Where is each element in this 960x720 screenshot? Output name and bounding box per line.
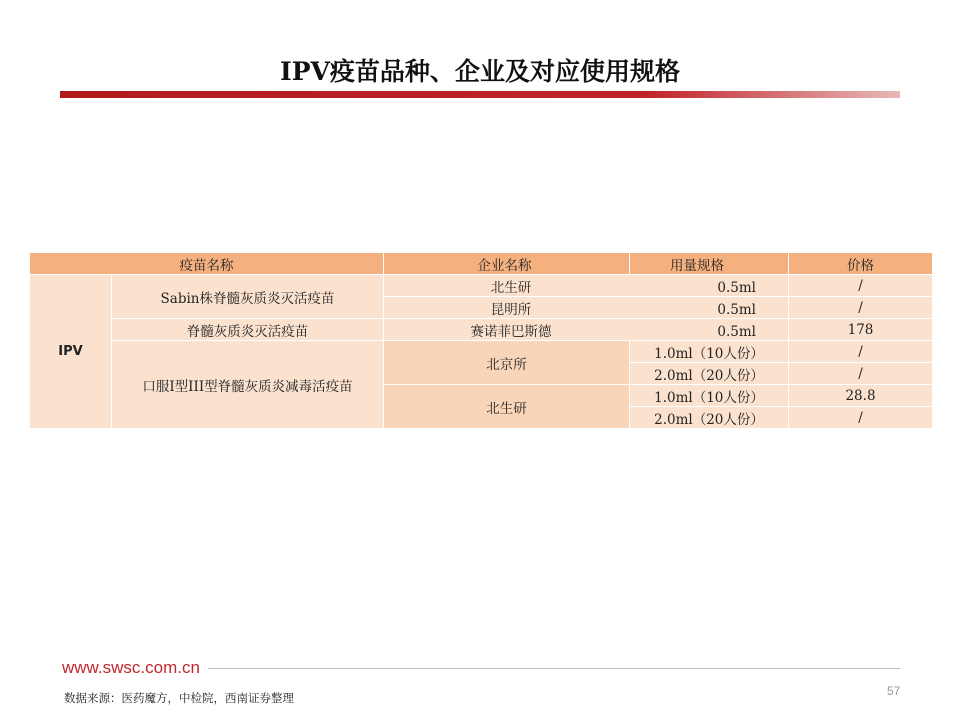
company-cell: 北京所: [384, 341, 630, 385]
footer-website-link[interactable]: www.swsc.com.cn: [62, 658, 200, 677]
table-row: [30, 319, 933, 341]
vaccine-name-cell: Sabin株脊髓灰质炎灭活疫苗: [112, 275, 384, 319]
header-price: 价格: [789, 253, 933, 275]
price-cell: /: [789, 297, 933, 319]
header-vaccine-name: 疫苗名称: [30, 253, 384, 275]
price-cell: /: [789, 341, 933, 363]
table-row: [30, 275, 933, 297]
price-cell: /: [789, 407, 933, 429]
spec-cell: 2.0ml（20人份）: [630, 363, 789, 385]
price-cell: 178: [789, 319, 933, 341]
data-source-note: 数据来源：医药魔方，中检院，西南证券整理: [64, 691, 294, 705]
slide-title: IPV疫苗品种、企业及对应使用规格: [280, 57, 680, 86]
company-label: 北生研: [490, 279, 532, 296]
table-header-row: [30, 253, 933, 275]
vaccine-name-cell: 脊髓灰质炎灭活疫苗: [112, 319, 384, 341]
vaccine-spec-table: [29, 252, 933, 429]
price-cell: 28.8: [789, 385, 933, 407]
header-spec: 用量规格: [630, 253, 789, 275]
company-label: 昆明所: [490, 301, 532, 318]
spec-label: 0.5ml: [717, 301, 756, 318]
company-spec-cell: [384, 319, 789, 341]
company-spec-cell: [384, 297, 789, 319]
company-spec-cell: [384, 275, 789, 297]
spec-label: 0.5ml: [717, 279, 756, 296]
price-cell: /: [789, 275, 933, 297]
price-cell: /: [789, 363, 933, 385]
spec-cell: 1.0ml（10人份）: [630, 385, 789, 407]
header-company: 企业名称: [384, 253, 630, 275]
company-label: 赛诺菲巴斯德: [470, 323, 552, 340]
company-cell: 北生研: [384, 385, 630, 429]
page-number: 57: [887, 684, 901, 698]
spec-label: 0.5ml: [717, 323, 756, 340]
category-cell: IPV: [30, 275, 112, 429]
title-divider-bar: [60, 91, 900, 98]
footer-divider: [208, 668, 900, 669]
table-row: [30, 341, 933, 363]
spec-cell: 1.0ml（10人份）: [630, 341, 789, 363]
vaccine-name-cell: 口服I型III型脊髓灰质炎减毒活疫苗: [112, 341, 384, 429]
spec-cell: 2.0ml（20人份）: [630, 407, 789, 429]
